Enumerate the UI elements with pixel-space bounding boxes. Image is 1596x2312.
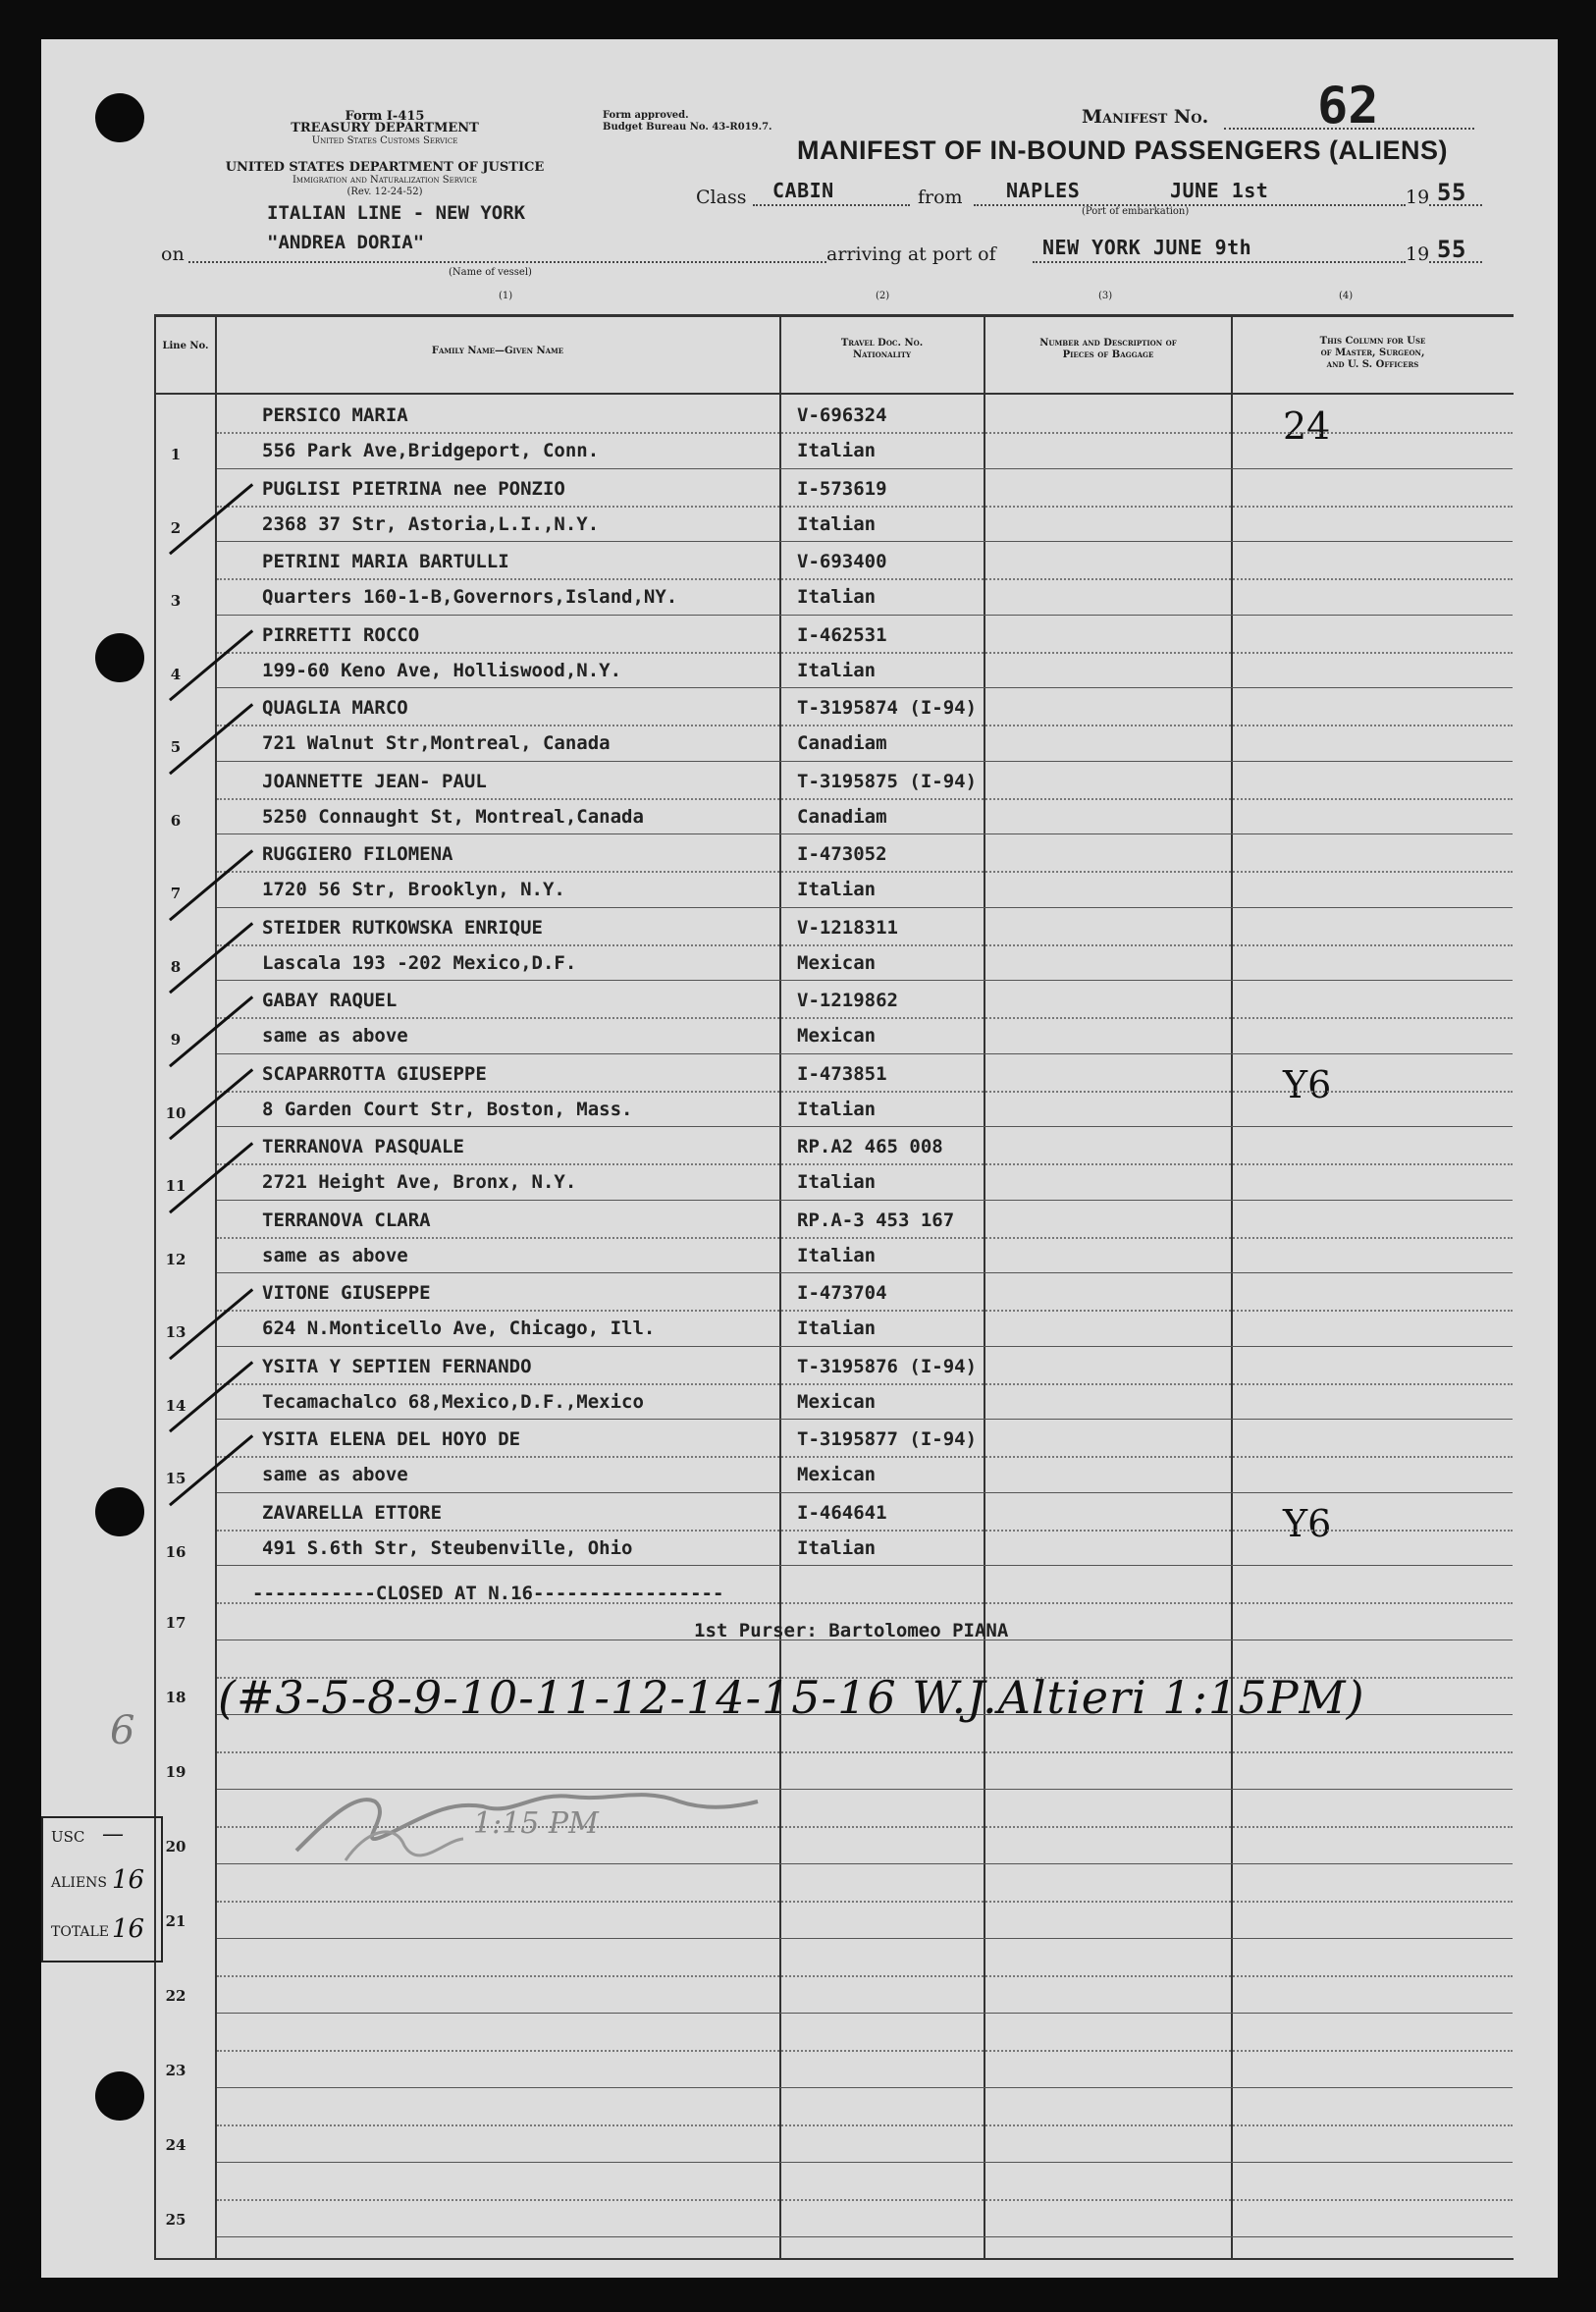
form-number: Form I-415 — [345, 109, 425, 124]
row-dotted-divider — [217, 578, 1513, 580]
row-divider — [217, 687, 1513, 688]
manifest-page — [41, 39, 1558, 2278]
line-number: 9 — [170, 1031, 182, 1048]
purser-line: 1st Purser: Bartolomeo PIANA — [694, 1620, 1009, 1641]
nationality: Italian — [797, 1171, 877, 1193]
nationality: Italian — [797, 586, 877, 608]
row-divider — [217, 1565, 1513, 1566]
officer-note: Y6 — [1283, 1501, 1332, 1545]
passenger-address: 721 Walnut Str,Montreal, Canada — [262, 732, 611, 754]
travel-document: V-696324 — [797, 404, 887, 426]
passenger-name: ZAVARELLA ETTORE — [262, 1501, 443, 1524]
line-number: 3 — [170, 592, 182, 610]
line-number: 1 — [170, 446, 182, 463]
stamp-total-value: 16 — [112, 1914, 145, 1944]
stamp-total-label: TOTALE — [51, 1924, 110, 1940]
nationality: Canadiam — [797, 732, 887, 754]
signature-time: 1:15 PM — [473, 1806, 599, 1841]
row-divider — [217, 468, 1513, 469]
row-divider — [217, 2162, 1513, 2163]
travel-document: I-464641 — [797, 1501, 887, 1524]
punch-hole — [95, 2071, 144, 2121]
passenger-name: PUGLISI PIETRINA nee PONZIO — [262, 477, 565, 500]
nationality: Italian — [797, 1536, 877, 1559]
handwritten-annotation: (#3-5-8-9-10-11-12-14-15-16 W.J.Altieri 1:15PM) — [218, 1671, 1365, 1724]
col-header-name: Family Name—Given Name — [431, 346, 564, 356]
line-number: 20 — [165, 1838, 186, 1855]
line-number: 18 — [165, 1689, 186, 1706]
travel-document: T-3195874 (I-94) — [797, 697, 978, 719]
line-number: 7 — [170, 885, 182, 902]
travel-document: T-3195877 (I-94) — [797, 1428, 978, 1450]
on-label: on — [161, 243, 185, 265]
travel-document: I-462531 — [797, 623, 887, 646]
row-dotted-divider — [217, 1975, 1513, 1977]
row-dotted-divider — [217, 1163, 1513, 1165]
margin-mark: 6 — [110, 1708, 135, 1753]
officer-note: Y6 — [1283, 1062, 1332, 1106]
stamp-aliens-label: ALIENS — [51, 1875, 107, 1891]
line-number: 14 — [165, 1396, 186, 1415]
immigration-service: Immigration and Naturalization Service — [292, 175, 478, 186]
row-dotted-divider — [217, 1530, 1513, 1532]
col-num-1: (1) — [499, 291, 513, 301]
line-number: 8 — [170, 957, 182, 976]
line-number: 10 — [165, 1103, 186, 1122]
line-number: 11 — [165, 1177, 186, 1195]
col-num-4: (4) — [1339, 291, 1354, 301]
passenger-name: TERRANOVA CLARA — [262, 1209, 431, 1231]
row-divider — [217, 1126, 1513, 1127]
travel-document: V-1218311 — [797, 916, 898, 939]
row-dotted-divider — [217, 2050, 1513, 2052]
row-dotted-divider — [217, 871, 1513, 873]
passenger-name: SCAPARROTTA GIUSEPPE — [262, 1062, 487, 1085]
nationality: Mexican — [797, 1390, 877, 1413]
form-approved: Form approved. — [603, 110, 689, 121]
passenger-address: same as above — [262, 1244, 408, 1266]
row-dotted-divider — [217, 798, 1513, 800]
travel-document: I-473052 — [797, 843, 887, 865]
class-label: Class — [696, 187, 747, 208]
passenger-address: 556 Park Ave,Bridgeport, Conn. — [262, 440, 600, 461]
row-dotted-divider — [217, 1237, 1513, 1239]
passenger-name: PETRINI MARIA BARTULLI — [262, 551, 509, 572]
col-header-nationality: Nationality — [852, 349, 911, 360]
row-dotted-divider — [217, 652, 1513, 654]
nationality: Italian — [797, 659, 877, 681]
line-number: 15 — [165, 1470, 186, 1487]
nationality: Italian — [797, 512, 877, 535]
travel-document: RP.A2 465 008 — [797, 1136, 943, 1157]
col-header-officers-2: of Master, Surgeon, — [1320, 348, 1425, 358]
passenger-address: 8 Garden Court Str, Boston, Mass. — [262, 1098, 633, 1120]
passenger-address: 199-60 Keno Ave, Holliswood,N.Y. — [262, 659, 622, 681]
line-number: 6 — [170, 811, 182, 830]
line-number: 25 — [165, 2211, 186, 2229]
nationality: Mexican — [797, 1025, 877, 1047]
line-number: 23 — [165, 2062, 186, 2079]
passenger-name: PIRRETTI ROCCO — [262, 623, 420, 646]
year-prefix-2: 19 — [1406, 243, 1430, 265]
row-dotted-divider — [217, 1383, 1513, 1385]
from-value: NAPLES — [1006, 179, 1081, 202]
arriving-value: NEW YORK JUNE 9th — [1042, 236, 1252, 259]
travel-document: T-3195875 (I-94) — [797, 770, 978, 792]
stamp-usc-label: USC — [51, 1828, 85, 1846]
line-number: 12 — [165, 1250, 186, 1268]
department-of-justice: UNITED STATES DEPARTMENT OF JUSTICE — [225, 160, 545, 175]
row-dotted-divider — [217, 725, 1513, 726]
passenger-name: RUGGIERO FILOMENA — [262, 843, 453, 865]
passenger-address: same as above — [262, 1464, 408, 1485]
closed-line: -----------CLOSED AT N.16----------------- — [252, 1583, 724, 1604]
nationality: Mexican — [797, 951, 877, 974]
passenger-name: YSITA Y SEPTIEN FERNANDO — [262, 1355, 532, 1377]
line-number: 4 — [170, 665, 182, 683]
vessel-name: "ANDREA DORIA" — [267, 232, 425, 253]
passenger-name: JOANNETTE JEAN- PAUL — [262, 770, 487, 792]
passenger-name: STEIDER RUTKOWSKA ENRIQUE — [262, 916, 543, 939]
passenger-name: VITONE GIUSEPPE — [262, 1282, 431, 1304]
nationality: Canadiam — [797, 805, 887, 828]
row-divider — [217, 1492, 1513, 1493]
travel-document: I-473851 — [797, 1062, 887, 1085]
stamp-usc-value: — — [102, 1822, 124, 1847]
row-divider — [217, 980, 1513, 981]
row-divider — [217, 1419, 1513, 1420]
passenger-address: Tecamachalco 68,Mexico,D.F.,Mexico — [262, 1390, 644, 1413]
row-divider — [217, 1346, 1513, 1347]
travel-document: V-693400 — [797, 551, 887, 572]
passenger-address: 5250 Connaught St, Montreal,Canada — [262, 805, 644, 828]
nationality: Italian — [797, 1098, 877, 1120]
row-dotted-divider — [217, 2124, 1513, 2126]
stamp-aliens-value: 16 — [112, 1865, 145, 1895]
passenger-name: PERSICO MARIA — [262, 404, 408, 426]
col-header-travel-doc: Travel Doc. No. — [840, 338, 924, 349]
row-divider — [217, 1053, 1513, 1054]
page-title: MANIFEST OF IN-BOUND PASSENGERS (ALIENS) — [797, 135, 1449, 165]
row-dotted-divider — [217, 1901, 1513, 1903]
row-divider — [217, 541, 1513, 542]
from-label: from — [918, 187, 963, 208]
manifest-no-label: Manifest No. — [1082, 106, 1209, 128]
row-dotted-divider — [217, 1091, 1513, 1093]
travel-document: I-473704 — [797, 1282, 887, 1304]
arriving-label: arriving at port of — [826, 243, 996, 265]
customs-service: United States Customs Service — [311, 135, 458, 146]
row-divider — [217, 907, 1513, 908]
line-number: 24 — [165, 2136, 186, 2154]
col-header-officers-3: and U. S. Officers — [1326, 359, 1419, 370]
row-divider — [217, 833, 1513, 834]
passenger-address: same as above — [262, 1025, 408, 1047]
passenger-name: YSITA ELENA DEL HOYO DE — [262, 1428, 521, 1450]
passenger-address: Quarters 160-1-B,Governors,Island,NY. — [262, 586, 678, 608]
officer-note: 24 — [1283, 404, 1331, 448]
passenger-address: 2721 Height Ave, Bronx, N.Y. — [262, 1171, 577, 1193]
row-dotted-divider — [217, 506, 1513, 508]
passenger-address: 624 N.Monticello Ave, Chicago, Ill. — [262, 1317, 656, 1339]
line-number: 16 — [165, 1542, 186, 1561]
travel-document: T-3195876 (I-94) — [797, 1355, 978, 1377]
row-dotted-divider — [217, 1751, 1513, 1753]
passenger-name: QUAGLIA MARCO — [262, 697, 408, 719]
nationality: Italian — [797, 1244, 877, 1266]
budget-bureau: Budget Bureau No. 43-R019.7. — [603, 122, 772, 133]
row-dotted-divider — [217, 2199, 1513, 2201]
row-divider — [217, 1200, 1513, 1201]
passenger-name: GABAY RAQUEL — [262, 990, 398, 1011]
line-number: 2 — [170, 518, 182, 537]
passenger-address: 491 S.6th Str, Steubenville, Ohio — [262, 1536, 633, 1559]
col-header-baggage: Number and Description of — [1039, 338, 1177, 349]
line-number: 5 — [170, 738, 182, 756]
row-divider — [217, 1938, 1513, 1939]
punch-hole — [95, 93, 144, 142]
line-number: 22 — [165, 1987, 186, 2005]
nationality: Italian — [797, 1317, 877, 1339]
vessel-caption: (Name of vessel) — [449, 267, 532, 278]
class-value: CABIN — [772, 179, 834, 202]
punch-hole — [95, 1487, 144, 1536]
row-divider — [217, 2087, 1513, 2088]
col-header-baggage-2: Pieces of Baggage — [1062, 349, 1154, 360]
col-num-3: (3) — [1098, 291, 1113, 301]
passenger-address: 2368 37 Str, Astoria,L.I.,N.Y. — [262, 512, 600, 535]
revision-date: (Rev. 12-24-52) — [346, 187, 423, 197]
passenger-address: Lascala 193 -202 Mexico,D.F. — [262, 951, 577, 974]
nationality: Italian — [797, 879, 877, 900]
col-header-line-no: Line No. — [162, 341, 209, 351]
row-dotted-divider — [217, 1310, 1513, 1312]
count-stamp — [41, 1816, 163, 1963]
nationality: Mexican — [797, 1464, 877, 1485]
line-number: 21 — [165, 1912, 186, 1930]
row-divider — [217, 2013, 1513, 2014]
travel-document: I-573619 — [797, 477, 887, 500]
year-2: 55 — [1437, 236, 1466, 263]
row-dotted-divider — [217, 1017, 1513, 1019]
from-date: JUNE 1st — [1170, 179, 1269, 202]
travel-document: RP.A-3 453 167 — [797, 1209, 955, 1231]
row-divider — [217, 2236, 1513, 2237]
row-dotted-divider — [217, 432, 1513, 434]
passenger-name: TERRANOVA PASQUALE — [262, 1136, 464, 1157]
row-divider — [217, 1272, 1513, 1273]
passenger-address: 1720 56 Str, Brooklyn, N.Y. — [262, 879, 565, 900]
line-number: 13 — [165, 1323, 186, 1341]
year-prefix-1: 19 — [1406, 187, 1430, 208]
shipping-line: ITALIAN LINE - NEW YORK — [267, 202, 526, 224]
row-divider — [217, 615, 1513, 616]
punch-hole — [95, 633, 144, 682]
col-num-2: (2) — [876, 291, 890, 301]
year-1: 55 — [1437, 179, 1466, 206]
nationality: Italian — [797, 440, 877, 461]
row-dotted-divider — [217, 1456, 1513, 1458]
travel-document: V-1219862 — [797, 990, 898, 1011]
port-caption: (Port of embarkation) — [1082, 206, 1190, 217]
manifest-number: 62 — [1317, 77, 1379, 135]
row-divider — [217, 761, 1513, 762]
line-number: 17 — [165, 1614, 186, 1632]
col-header-officers: This Column for Use — [1319, 336, 1426, 347]
treasury-department: TREASURY DEPARTMENT — [291, 121, 479, 135]
line-number: 19 — [165, 1763, 186, 1781]
row-dotted-divider — [217, 944, 1513, 946]
